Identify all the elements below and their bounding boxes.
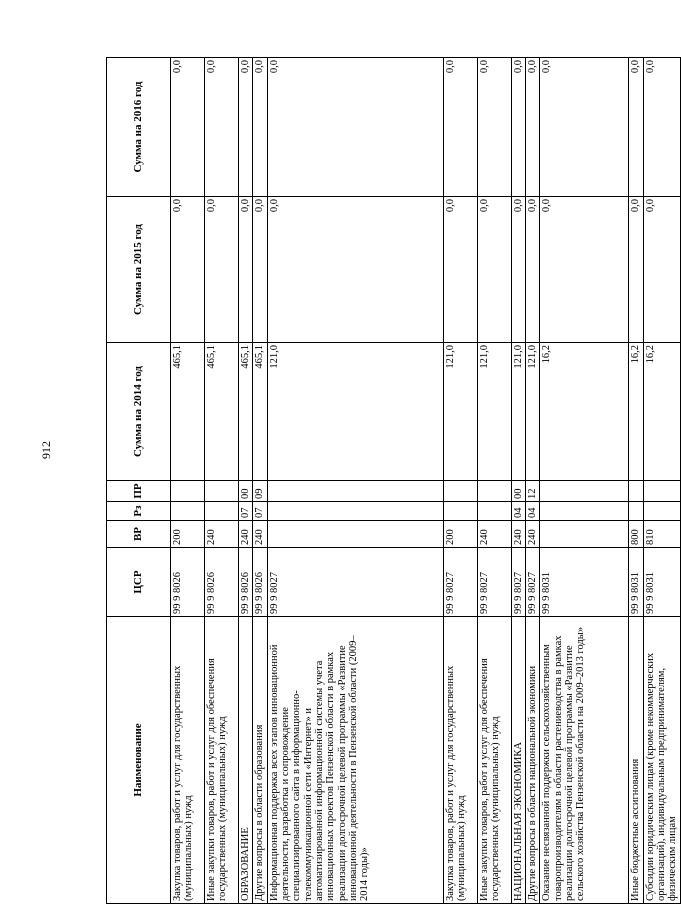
cell-sum-2015: 0,0 — [205, 197, 239, 343]
cell-csr: 99 9 8027 — [477, 548, 511, 617]
cell-csr: 99 9 8026 — [239, 548, 253, 617]
cell-rz: 07 — [253, 502, 267, 521]
cell-csr: 99 9 8031 — [540, 548, 629, 617]
budget-table — [106, 57, 681, 904]
cell-csr: 99 9 8026 — [171, 548, 205, 617]
header-csr: ЦСР — [107, 548, 171, 617]
table-row — [643, 58, 680, 904]
cell-sum-2015: 0,0 — [253, 197, 267, 343]
table-row — [171, 58, 205, 904]
cell-pr: 12 — [525, 481, 539, 502]
cell-pr — [477, 481, 511, 502]
cell-pr — [629, 481, 643, 502]
cell-rz — [267, 502, 443, 521]
cell-sum-2015: 0,0 — [443, 197, 477, 343]
header-sum-2015: Сумма на 2015 год — [107, 197, 171, 343]
cell-vr: 240 — [205, 521, 239, 548]
cell-pr — [540, 481, 629, 502]
cell-pr: 09 — [253, 481, 267, 502]
cell-vr: 240 — [511, 521, 525, 548]
cell-csr: 99 9 8027 — [443, 548, 477, 617]
cell-sum-2016: 0,0 — [525, 58, 539, 197]
header-vr: ВР — [107, 521, 171, 548]
cell-rz — [540, 502, 629, 521]
cell-sum-2016: 0,0 — [253, 58, 267, 197]
cell-sum-2014: 16,2 — [643, 343, 680, 481]
page-number: 912 — [39, 441, 53, 459]
cell-name: Закупка товаров, работ и услуг для государственных (муниципальных) нужд — [171, 617, 205, 904]
cell-pr — [443, 481, 477, 502]
cell-vr: 200 — [171, 521, 205, 548]
cell-sum-2015: 0,0 — [629, 197, 643, 343]
cell-sum-2014: 121,0 — [267, 343, 443, 481]
table-row — [253, 58, 267, 904]
cell-name: Иные закупки товаров, работ и услуг для обеспечения государственных (муниципальных) нужд — [477, 617, 511, 904]
table-row — [540, 58, 629, 904]
table-row — [267, 58, 443, 904]
cell-sum-2016: 0,0 — [171, 58, 205, 197]
cell-sum-2014: 465,1 — [253, 343, 267, 481]
cell-pr — [267, 481, 443, 502]
cell-sum-2014: 121,0 — [443, 343, 477, 481]
table-body — [171, 58, 681, 904]
cell-sum-2015: 0,0 — [540, 197, 629, 343]
cell-vr — [267, 521, 443, 548]
cell-sum-2014: 121,0 — [511, 343, 525, 481]
cell-csr: 99 9 8027 — [525, 548, 539, 617]
cell-name: Иные бюджетные ассигнования — [629, 617, 643, 904]
cell-vr: 800 — [629, 521, 643, 548]
cell-name: Другие вопросы в области образования — [253, 617, 267, 904]
table-row — [205, 58, 239, 904]
cell-sum-2014: 465,1 — [171, 343, 205, 481]
table-row — [239, 58, 253, 904]
cell-rz — [171, 502, 205, 521]
cell-sum-2015: 0,0 — [171, 197, 205, 343]
cell-csr: 99 9 8026 — [253, 548, 267, 617]
cell-sum-2015: 0,0 — [477, 197, 511, 343]
cell-rz — [205, 502, 239, 521]
cell-sum-2016: 0,0 — [511, 58, 525, 197]
cell-csr: 99 9 8027 — [511, 548, 525, 617]
table-row — [443, 58, 477, 904]
cell-rz: 07 — [239, 502, 253, 521]
header-pr: ПР — [107, 481, 171, 502]
cell-sum-2016: 0,0 — [205, 58, 239, 197]
cell-name: Иные закупки товаров, работ и услуг для обеспечения государственных (муниципальных) нужд — [205, 617, 239, 904]
cell-name: Другие вопросы в области национальной экономики — [525, 617, 539, 904]
cell-name: ОБРАЗОВАНИЕ — [239, 617, 253, 904]
cell-rz: 04 — [525, 502, 539, 521]
cell-vr: 240 — [253, 521, 267, 548]
table-row — [511, 58, 525, 904]
cell-vr: 240 — [525, 521, 539, 548]
cell-pr — [205, 481, 239, 502]
cell-sum-2015: 0,0 — [511, 197, 525, 343]
cell-rz: 04 — [511, 502, 525, 521]
cell-name: Закупка товаров, работ и услуг для государственных (муниципальных) нужд — [443, 617, 477, 904]
cell-sum-2014: 121,0 — [477, 343, 511, 481]
cell-sum-2014: 465,1 — [239, 343, 253, 481]
table-row — [525, 58, 539, 904]
cell-sum-2016: 0,0 — [267, 58, 443, 197]
cell-name: НАЦИОНАЛЬНАЯ ЭКОНОМИКА — [511, 617, 525, 904]
cell-vr — [540, 521, 629, 548]
cell-sum-2016: 0,0 — [239, 58, 253, 197]
cell-sum-2014: 16,2 — [629, 343, 643, 481]
cell-sum-2014: 16,2 — [540, 343, 629, 481]
cell-pr — [171, 481, 205, 502]
cell-sum-2016: 0,0 — [629, 58, 643, 197]
cell-vr: 810 — [643, 521, 680, 548]
cell-sum-2015: 0,0 — [267, 197, 443, 343]
cell-sum-2016: 0,0 — [643, 58, 680, 197]
cell-rz — [477, 502, 511, 521]
cell-sum-2016: 0,0 — [443, 58, 477, 197]
cell-sum-2015: 0,0 — [525, 197, 539, 343]
cell-pr — [643, 481, 680, 502]
cell-rz — [629, 502, 643, 521]
header-name: Наименование — [107, 617, 171, 904]
table-header-row — [107, 58, 171, 904]
header-rz: Рз — [107, 502, 171, 521]
table-row — [477, 58, 511, 904]
cell-csr: 99 9 8026 — [205, 548, 239, 617]
cell-sum-2016: 0,0 — [540, 58, 629, 197]
cell-csr: 99 9 8031 — [629, 548, 643, 617]
cell-sum-2016: 0,0 — [477, 58, 511, 197]
cell-rz — [643, 502, 680, 521]
cell-pr: 00 — [239, 481, 253, 502]
rotated-table-wrapper — [106, 58, 679, 904]
header-sum-2014: Сумма на 2014 год — [107, 343, 171, 481]
cell-vr: 240 — [239, 521, 253, 548]
cell-sum-2015: 0,0 — [239, 197, 253, 343]
table-row — [629, 58, 643, 904]
cell-vr: 240 — [477, 521, 511, 548]
cell-csr: 99 9 8027 — [267, 548, 443, 617]
cell-csr: 99 9 8031 — [643, 548, 680, 617]
cell-pr: 00 — [511, 481, 525, 502]
header-sum-2016: Сумма на 2016 год — [107, 58, 171, 197]
cell-name: Субсидии юридическим лицам (кроме некоммерческих организаций), индивидуальным предпринимателям, физическим лицам — [643, 617, 680, 904]
cell-sum-2015: 0,0 — [643, 197, 680, 343]
cell-vr: 200 — [443, 521, 477, 548]
cell-sum-2014: 465,1 — [205, 343, 239, 481]
cell-name: Информационная поддержка всех этапов инновационной деятельности, разработка и сопровождение специализированного сайта в информационно-телекоммуникационной сети «Интернет» и автоматизированной информационной системы учета инновационных проектов Пензенской области в рамках реализации долгосрочной целевой программы «Развитие инновационной деятельности в Пензенской области (2009–2014 годы)» — [267, 617, 443, 904]
cell-rz — [443, 502, 477, 521]
cell-sum-2014: 121,0 — [525, 343, 539, 481]
cell-name: Оказание несвязанной поддержки сельскохозяйственным товаропроизводителям в области растениеводства в рамках реализации долгосрочной целевой программы «Развитие сельского хозяйства Пензенской области на 2009–2013 годы» — [540, 617, 629, 904]
